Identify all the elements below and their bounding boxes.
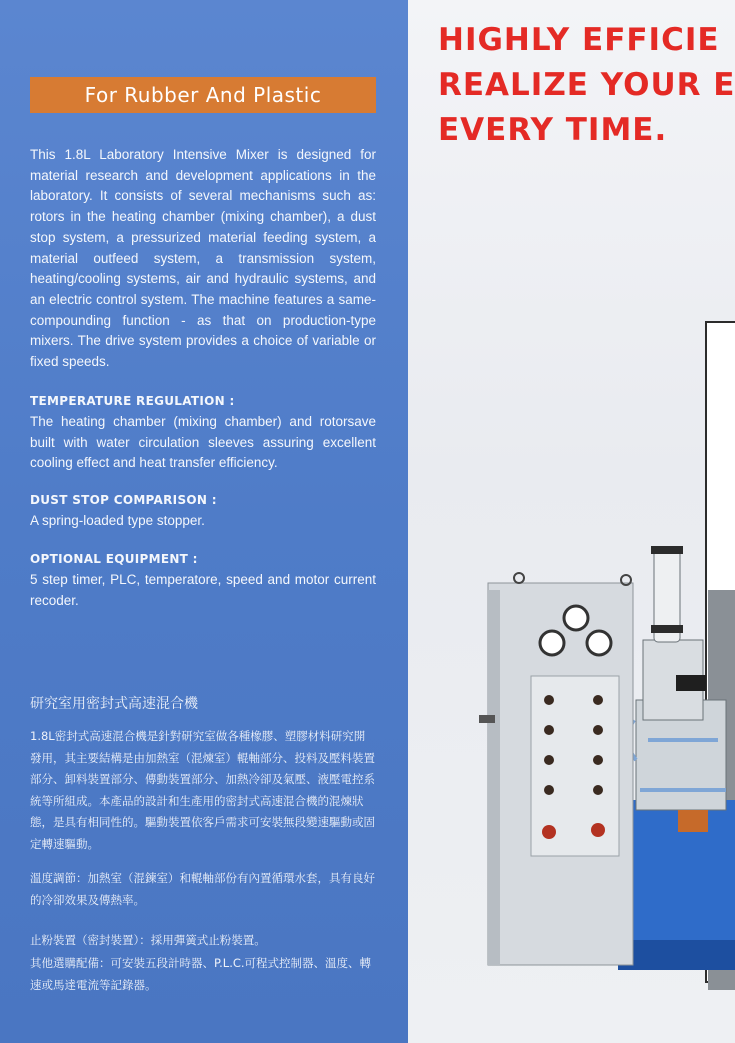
control-knob-icon <box>544 755 554 765</box>
control-knob-icon <box>593 725 603 735</box>
chinese-title: 研究室用密封式高速混合機 <box>30 696 198 712</box>
dust-stop-heading: DUST STOP COMPARISON : <box>30 493 217 507</box>
stop-button-icon <box>542 825 556 839</box>
copper-fitting <box>678 810 708 832</box>
control-knob-icon <box>544 725 554 735</box>
hopper-opening <box>676 675 706 691</box>
cylinder-base <box>651 625 683 633</box>
stop-button-icon <box>591 823 605 837</box>
pressure-gauge-icon <box>564 606 588 630</box>
section-banner: For Rubber And Plastic <box>30 77 376 113</box>
chinese-intro-paragraph: 1.8L密封式高速混合機是針對研究室做各種橡膠、塑膠材料研究開發用，其主要結構是由加熱室（混煉室）輥軸部分、投料及壓料裝置部分、卸料裝置部分、傳動裝置部分、加熱冷卻及氣壓、液壓電控系統等所組成。本產品的設計和生產用的密封式高速混合機的混煉狀態，是具有相同性的。驅動裝置依客戶需求可安裝無段變速驅動或固定轉速驅動。 <box>30 729 375 851</box>
chinese-dust-stop-paragraph: 止粉裝置（密封裝置）：採用彈簧式止粉裝置。 <box>30 933 266 947</box>
control-knob-icon <box>593 695 603 705</box>
headline-line-2: REALIZE YOUR E <box>438 67 735 103</box>
temperature-heading: TEMPERATURE REGULATION : <box>30 394 235 408</box>
control-knob-icon <box>593 785 603 795</box>
headline-line-1: HIGHLY EFFICIE <box>438 22 720 58</box>
headline-line-3: EVERY TIME. <box>438 112 668 148</box>
mixer-machine-illustration <box>408 0 735 1043</box>
dust-stop-paragraph: A spring-loaded type stopper. <box>30 513 205 528</box>
cylinder-cap <box>651 546 683 554</box>
temperature-paragraph: The heating chamber (mixing chamber) and rotorsave built with water circulation sleeves assuring excellent cooling effect and heat transfer efficiency. <box>30 414 376 471</box>
cabinet-side <box>488 590 500 965</box>
chinese-temperature-paragraph: 溫度調節：加熱室（混鍊室）和輥軸部份有內置循環水套，具有良好的冷卻效果及傳熱率。 <box>30 871 375 907</box>
right-panel <box>408 0 735 1043</box>
control-knob-icon <box>593 755 603 765</box>
machine-base-plinth <box>618 940 735 970</box>
control-knob-icon <box>544 785 554 795</box>
optional-equipment-paragraph: 5 step timer, PLC, temperatore, speed and motor current recoder. <box>30 572 376 608</box>
pressure-gauge-icon <box>540 631 564 655</box>
lifting-eye-icon <box>514 573 524 583</box>
intro-paragraph: This 1.8L Laboratory Intensive Mixer is designed for material research and development applications in the laboratory. It consists of several mechanisms such as: rotors in the heating chamber (mixing chamber), a dust stop system, a pressurized material feeding system, a material outfeed system, a transmission system, heating/cooling systems, air and hydraulic systems, and an electric control system. The machine features a same-compounding function - as that on production-type mixers. The drive system provides a choice of variable or fixed speeds. <box>30 147 376 370</box>
cabinet-handle <box>479 715 495 723</box>
chinese-optional-paragraph: 其他選購配備：可安裝五段計時器、P.L.C.可程式控制器、溫度、轉速或馬達電流等記錄器。 <box>30 956 372 992</box>
pressure-gauge-icon <box>587 631 611 655</box>
control-knob-icon <box>544 695 554 705</box>
optional-equipment-heading: OPTIONAL EQUIPMENT : <box>30 552 198 566</box>
